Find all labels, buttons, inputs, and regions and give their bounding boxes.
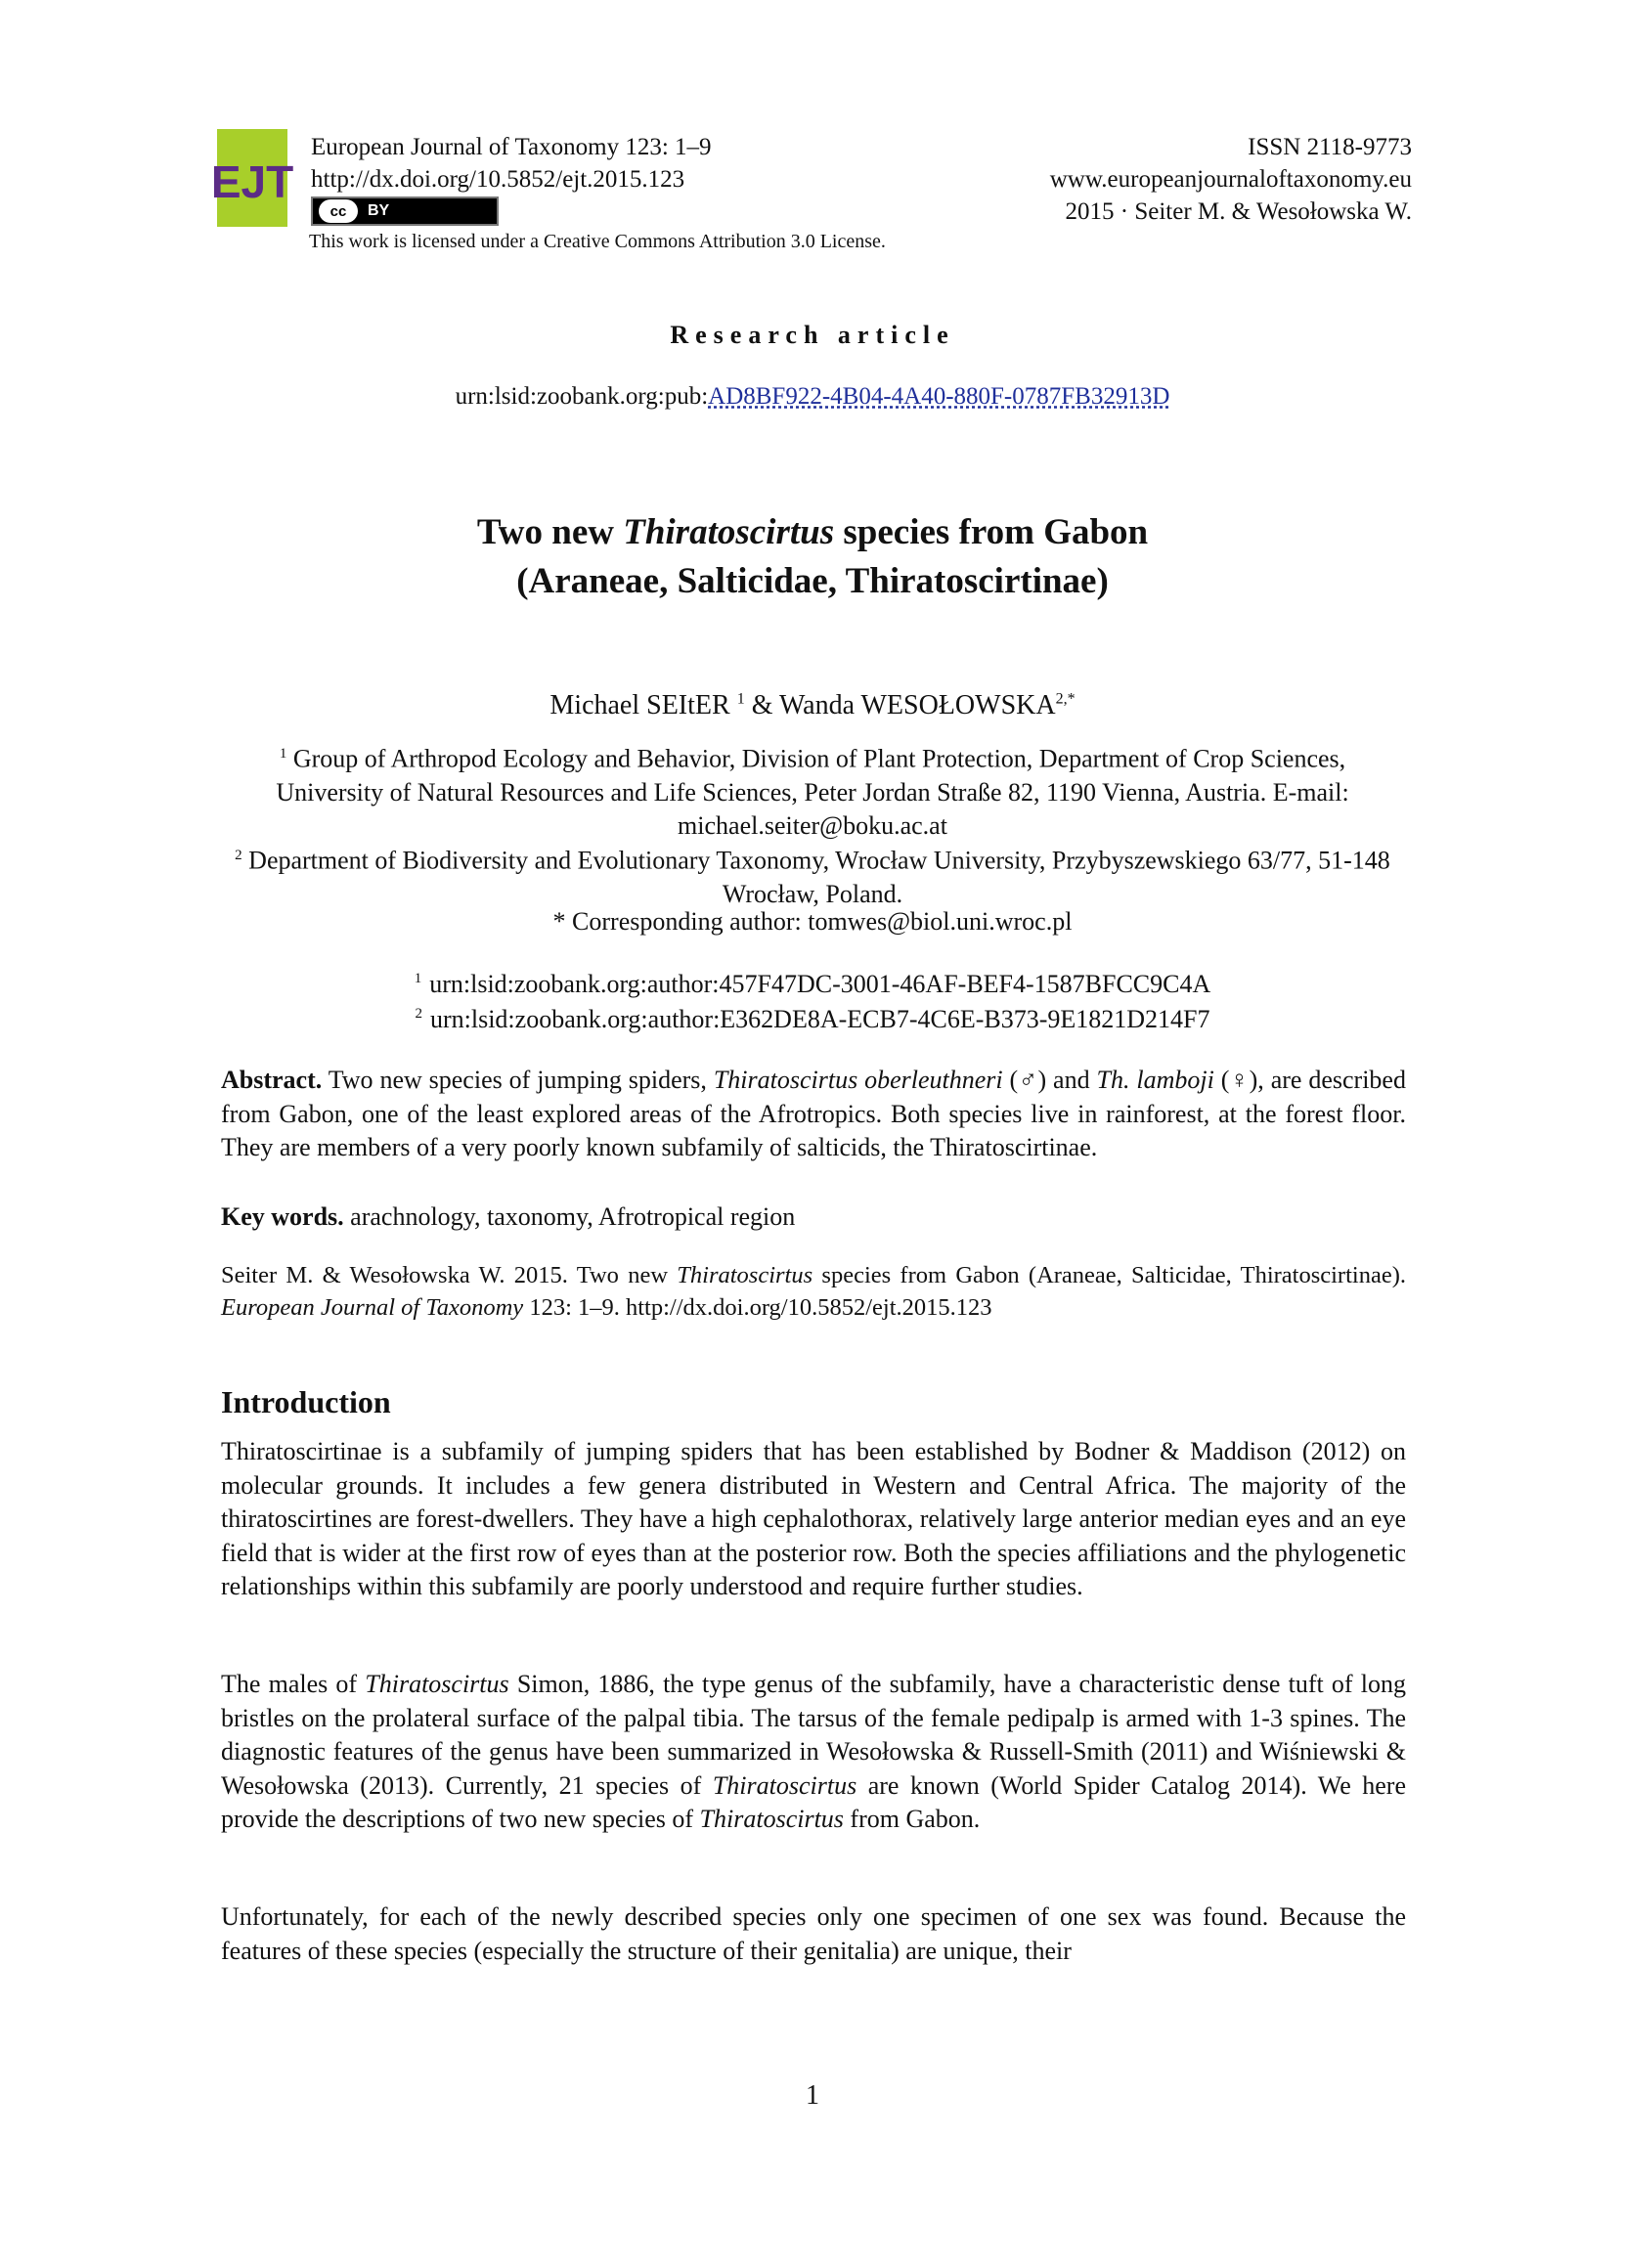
paragraph-text: Simon, 1886, the type genus of the subfamily, have a characteristic dense tuft of long bristles on the prolateral surface of the palpal tibia. The tarsus of the female pedipalp is armed with 1-3 spines. The diagnostic features of the genus have been summarized in Wesołowska & Russell-Smith (2011) and Wiśniewski & Wesołowska (2013). Currently, 21 species of [221,1670,1406,1800]
author-urn-number: 2 [415,1006,422,1023]
issn: ISSN 2118-9773 [1248,134,1412,160]
affiliation-text: Department of Biodiversity and Evolutionary Taxonomy, Wrocław University, Przybyszewskiego 63/77, 51-148 Wrocław, Poland. [248,846,1390,908]
doi-link[interactable]: http://dx.doi.org/10.5852/ejt.2015.123 [311,166,685,193]
genus-name: Thiratoscirtus [699,1805,844,1833]
citation-text: species from Gabon (Araneae, Salticidae, Thiratoscirtinae). [812,1262,1406,1288]
author-urn-2 [0,1005,1625,1034]
author-1: Michael SEItER [549,690,730,720]
cc-icon: cc [319,199,358,223]
urn-id-link[interactable]: AD8BF922-4B04-4A40-880F-0787FB32913D [708,383,1170,410]
genus-name: Thiratoscirtus [712,1770,857,1800]
species-name: Thiratoscirtus oberleuthneri [713,1066,1003,1094]
paragraph-text: are known (World Spider Catalog 2014). We here provide the descriptions of two new species of [221,1770,1406,1833]
author-2-affil: 2,* [1055,690,1076,708]
journal-citation-line: European Journal of Taxonomy 123: 1–9 [311,134,712,160]
abstract-text: Two new species of jumping spiders, [322,1066,714,1094]
author-2: Wanda WESOŁOWSKA [778,690,1056,720]
citation-text: Seiter M. & Wesołowska W. 2015. Two new [221,1262,678,1288]
abstract-text: (♂) and [1002,1066,1097,1094]
section-heading-introduction: Introduction [221,1384,391,1419]
corresponding-author: * Corresponding author: tomwes@biol.uni.wroc.pl [552,907,1073,936]
title-line-2: (Araneae, Salticidae, Thiratoscirtinae) [516,561,1109,601]
keywords-label: Key words. [221,1202,344,1231]
title-genus: Thiratoscirtus [623,512,835,552]
header-right [1050,131,1412,228]
title-part: species from Gabon [834,512,1149,552]
license-text: This work is licensed under a Creative Commons Attribution 3.0 License. [309,231,886,252]
intro-paragraph-2 [221,1668,1406,1837]
intro-paragraph-3: Unfortunately, for each of the newly described species only one specimen of one sex was found. Because the features of these species (especially the structure of their genitalia) are unique, their [221,1902,1406,1965]
ejt-logo [210,129,294,227]
citation [221,1259,1406,1324]
creative-commons-badge[interactable] [311,196,499,226]
urn-prefix: urn:lsid:zoobank.org:pub: [455,383,709,410]
keywords [221,1200,1406,1235]
copyright-line: 2015 · Seiter M. & Wesołowska W. [1065,198,1412,225]
author-separator: & [744,690,779,720]
author-urn-text[interactable]: urn:lsid:zoobank.org:author:457F47DC-3001-46AF-BEF4-1587BFCC9C4A [429,970,1211,998]
affiliation-number: 2 [235,848,242,863]
page-number: 1 [806,2080,819,2111]
affiliation-number: 1 [279,746,287,762]
paragraph-text: from Gabon. [843,1805,981,1833]
author-urn-text[interactable]: urn:lsid:zoobank.org:author:E362DE8A-ECB7-4C6E-B373-9E1821D214F7 [429,1005,1210,1033]
author-1-affil: 1 [736,690,745,708]
header-left [311,131,712,196]
article-title [0,508,1625,606]
title-part: Two new [476,512,624,552]
abstract [221,1064,1406,1165]
citation-text: 123: 1–9. http://dx.doi.org/10.5852/ejt.2015.123 [523,1294,992,1321]
cc-by-label: BY [368,202,390,219]
svg-text:EJT: EJT [210,156,294,207]
species-name: Th. lamboji [1096,1066,1214,1094]
journal-website-link[interactable]: www.europeanjournaloftaxonomy.eu [1049,166,1412,193]
abstract-text: (♀), are described from Gabon, one of the least explored areas of the Afrotropics. Both species live in rainforest, at the forest floor. They are members of a very poorly known subfamily of salticids, the Thiratoscirtinae. [221,1066,1406,1161]
abstract-label: Abstract. [221,1066,323,1094]
affiliation-text: Group of Arthropod Ecology and Behavior, Division of Plant Protection, Department of Crop Sciences, University of Natural Resources and Life Sciences, Peter Jordan Straße 82, 1190 Vienna, Austria. E-mail: michael.seiter@boku.ac.at [276,744,1349,840]
intro-paragraph-1: Thiratoscirtinae is a subfamily of jumping spiders that has been established by Bodner & Maddison (2012) on molecular grounds. It includes a few genera distributed in Western and Central Africa. The majority of the thiratoscirtines are forest-dwellers. They have a high cephalothorax, relatively large anterior median eyes and an eye field that is wider at the first row of eyes than at the posterior row. Both the species affiliations and the phylogenetic relationships within this subfamily are poorly understood and require further studies. [221,1437,1406,1600]
paragraph-text: The males of [221,1670,366,1698]
author-urn-number: 1 [414,971,422,987]
citation-journal: European Journal of Taxonomy [221,1294,524,1321]
keywords-text: arachnology, taxonomy, Afrotropical region [343,1202,796,1231]
article-type: Research article [670,321,955,349]
affiliation-2 [235,839,1390,911]
author-list [0,690,1625,721]
affiliation-1 [235,737,1390,843]
citation-genus: Thiratoscirtus [677,1262,813,1288]
publication-urn [0,383,1625,411]
genus-name: Thiratoscirtus [365,1670,509,1698]
author-urn-1 [0,970,1625,999]
